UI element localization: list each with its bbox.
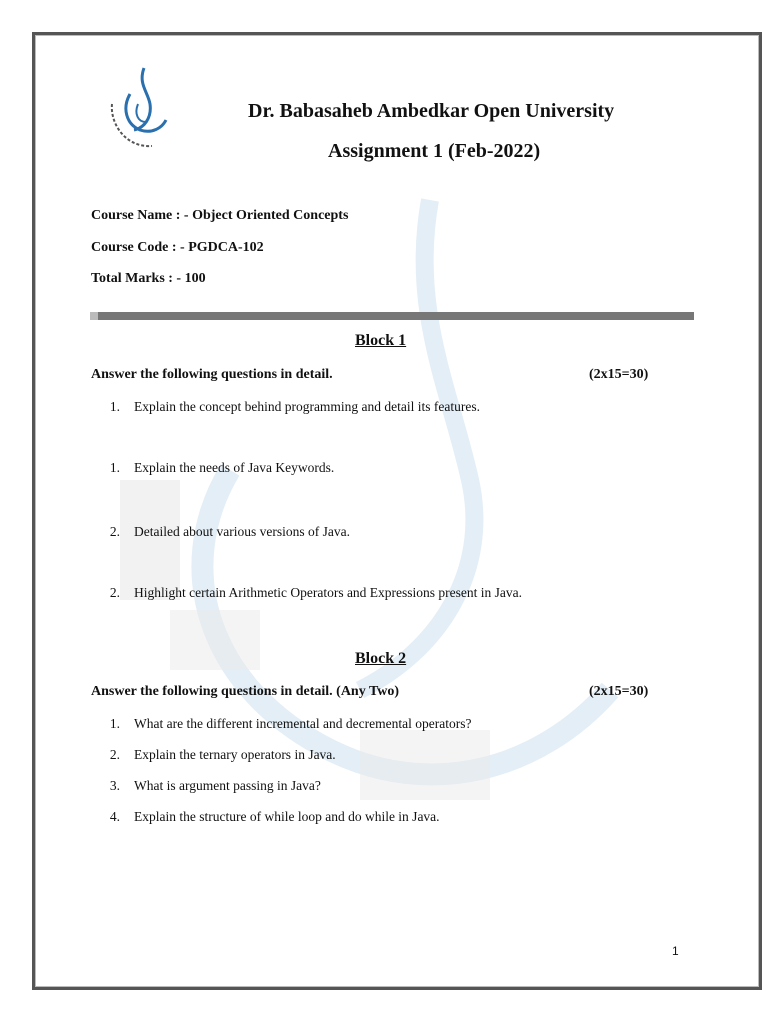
section-divider (90, 312, 694, 320)
question-text: Explain the concept behind programming and detail its features. (134, 399, 481, 414)
question-text: Explain the ternary operators in Java. (134, 747, 336, 762)
university-title: Dr. Babasaheb Ambedkar Open University (248, 100, 615, 122)
question-text: Explain the needs of Java Keywords. (134, 460, 335, 475)
total-marks: Total Marks : - 100 (91, 271, 206, 286)
block-2-heading: Block 2 (355, 650, 407, 667)
question-number: 2. (109, 524, 120, 539)
block-2-marks: (2x15=30) (589, 684, 649, 699)
page-number: 1 (672, 944, 679, 958)
question-number: 2. (109, 585, 120, 600)
question-number: 1. (109, 399, 120, 414)
course-code: Course Code : - PGDCA-102 (91, 240, 264, 255)
assignment-title: Assignment 1 (Feb-2022) (328, 140, 541, 162)
question-number: 1. (109, 716, 120, 731)
question-text: What are the different incremental and decremental operators? (134, 716, 472, 731)
course-name: Course Name : - Object Oriented Concepts (91, 208, 349, 223)
block-1-heading: Block 1 (355, 332, 407, 349)
question-text: Detailed about various versions of Java. (134, 524, 350, 539)
university-emblem-icon (108, 64, 172, 154)
question-text: Explain the structure of while loop and do while in Java. (134, 809, 440, 824)
page-border (32, 32, 762, 990)
block-1-marks: (2x15=30) (589, 367, 649, 382)
question-number: 3. (109, 778, 120, 793)
question-number: 1. (109, 460, 120, 475)
question-text: What is argument passing in Java? (134, 778, 321, 793)
block-1-instruction: Answer the following questions in detail. (91, 367, 333, 382)
question-number: 2. (109, 747, 120, 762)
question-number: 4. (109, 809, 120, 824)
block-2-instruction: Answer the following questions in detail. (Any Two) (91, 684, 400, 699)
question-text: Highlight certain Arithmetic Operators and Expressions present in Java. (134, 585, 523, 600)
